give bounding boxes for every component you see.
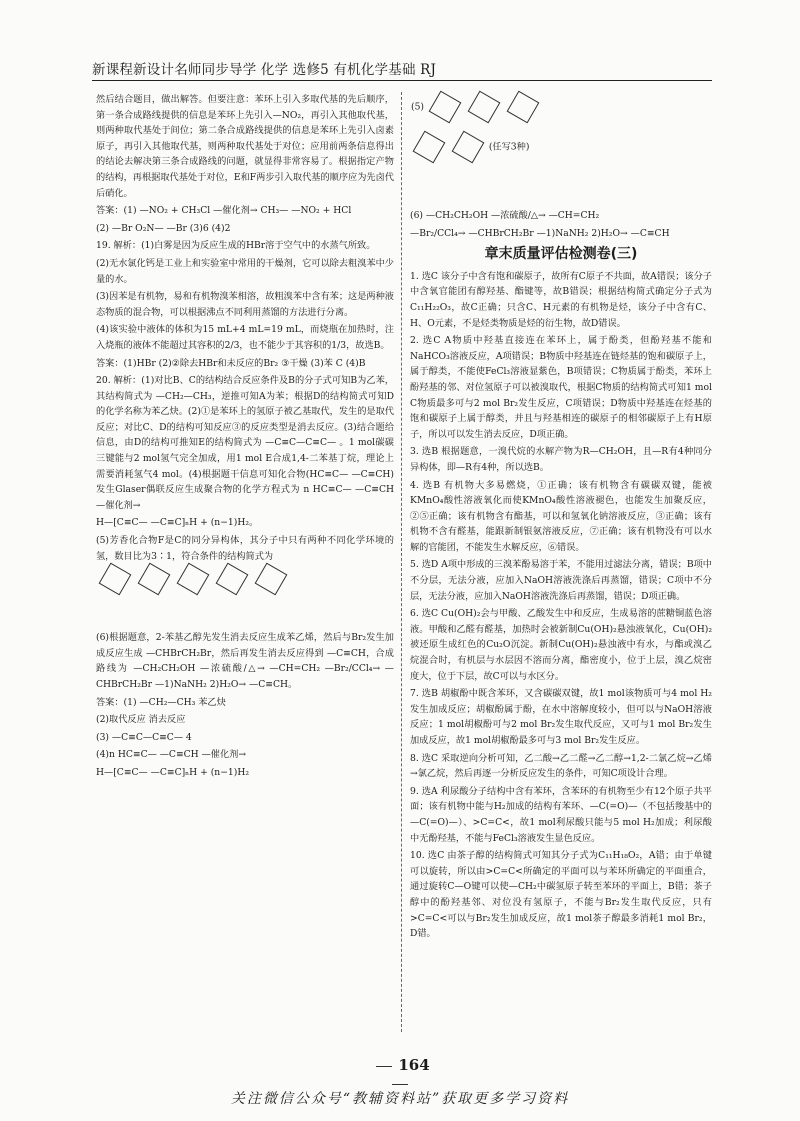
q19-part3: (3)因苯是有机物，易和有机物溴苯相溶，故粗溴苯中含有苯；这是两种液态物质的混合物，可以根据沸点不同利用蒸馏的方法进行分离。 (96, 291, 394, 318)
benzene-ring-icon (176, 563, 209, 596)
running-header: 新课程新设计名师同步导学 化学 选修5 有机化学基础 RJ (92, 62, 437, 78)
q20-answer-5: H—[C≡C— —C≡C]ₙH + (n−1)H₂ (96, 766, 250, 778)
q19-part2: (2)无水氯化钙是工业上和实验室中常用的干燥剂，它可以除去粗溴苯中少量的水。 (96, 257, 394, 285)
intro-paragraph: 然后结合题目，做出解答。但要注意：苯环上引入多取代基的先后顺序，第一条合成路线提供的信息是苯环上先引入—NO₂，再引入其他取代基，则两种取代基处于间位；第二条合成路线提供的信息是苯环上先引入卤素原子，再引入其他取代基，则两种取代基处于对位；应用前两条信息得出的结论去解决第三条合成路线的问题，就显得非常容易了。根据指定产物的结构，再根据取代基处于对位，E和F两步引入取代基的顺序应为先卤代后硝化。 (96, 94, 394, 199)
right-column (410, 92, 712, 944)
answer-10: 10. 选C 由茶子醇的结构简式可知其分子式为C₁₁H₁₈O₂，A错；由于单键可以旋转，所以由>C=C<所确定的平面可以与苯环所确定的平面重合，通过旋转C—O键可以使—CH₂中碳氢原子转至苯环的平面上，B错；茶子醇中的酚羟基邻、对位没有氢原子，不能与Br₂发生取代反应，只有>C=C<可以与Br₂发生加成反应，故1 mol茶子醇最多消耗1 mol Br₂，D错。 (410, 850, 712, 940)
q5-structures (410, 94, 712, 206)
left-column (96, 92, 394, 783)
q18-answer: 答案：(1) —NO₂ + CH₃Cl —催化剂→ CH₃— —NO₂ + HCl (96, 205, 352, 217)
q20-answer-2: (2)取代反应 消去反应 (96, 714, 186, 726)
q20-part5: (5)芳香化合物F是C的同分异构体，其分子中只有两种不同化学环境的氢，数目比为3∶1，符合条件的结构简式为 (96, 535, 394, 562)
answer-4: 4. 选B 有机物大多易燃烧，①正确；该有机物含有碳碳双键，能被KMnO₄酸性溶液氧化而使KMnO₄酸性溶液褪色，也能发生加聚反应，②⑤正确；该有机物含有酯基，可以和氢氧化钠溶液反应，③正确；该有机物不含有醛基，能跟新制银氨溶液反应，⑦正确；该有机物没有可以水解的官能团，不能发生水解反应，⑥错误。 (410, 479, 712, 553)
answer-2: 2. 选C A物质中羟基直接连在苯环上，属于酚类，但酚羟基不能和NaHCO₃溶液反应，A项错误；B物质中羟基连在链烃基的饱和碳原子上，属于醇类，不能使FeCl₃溶液显紫色，B项错误；C物质属于酚类，苯环上酚羟基的邻、对位氢原子可以被溴取代，根据C物质的结构简式可知1 mol C物质最多可与2 mol Br₂发生反应，C项错误；D物质中羟基连在烃基的饱和碳原子上属于醇类，并且与羟基相连的碳原子的相邻碳原子上有H原子，所以可以发生消去反应，D项正确。 (410, 335, 712, 440)
benzene-ring-icon (506, 91, 539, 124)
header-rule (92, 80, 712, 81)
benzene-ring-icon (138, 563, 171, 596)
q19-part4: (4)该实验中液体的体积为15 mL+4 mL=19 mL，而烧瓶在加热时，注入烧瓶的液体不能超过其容积的2/3，也不能少于其容积的1/3，故选B。 (96, 324, 394, 351)
q20-part6: (6)根据题意，2-苯基乙醇先发生消去反应生成苯乙烯，然后与Br₂发生加成反应生成 —CHBrCH₂Br，然后再发生消去反应得到 —C≡CH，合成路线为 —CH₂CH₂OH —浓硫酸/△→ —CH=CH₂ —Br₂/CCl₄→ —CHBrCH₂Br —1)NaNH₂ 2)H₂O→ —C≡CH。 (96, 632, 394, 690)
q5-label: (5) (411, 101, 425, 113)
q20-answer: 答案：(1) —CH₂—CH₃ 苯乙炔 (96, 696, 226, 708)
benzene-ring-icon (99, 563, 132, 596)
q6-route: (6) —CH₂CH₂OH —浓硫酸/△→ —CH=CH₂ (410, 210, 600, 221)
answer-5: 5. 选D A项中形成的三溴苯酚易溶于苯，不能用过滤法分离，错误；B项中不分层，无法分液，应加入NaOH溶液洗涤后再蒸馏，错误；C项中不分层，无法分液，应加入NaOH溶液洗涤后再蒸馏，错误；D项正确。 (410, 559, 712, 602)
benzene-ring-icon (254, 563, 287, 596)
benzene-ring-icon (215, 563, 248, 596)
q6-route-2: —Br₂/CCl₄→ —CHBrCH₂Br —1)NaNH₂ 2)H₂O→ —C≡CH (410, 227, 670, 239)
q19-title: 19. 解析：(1)白雾是因为反应生成的HBr溶于空气中的水蒸气所致。 (96, 240, 376, 252)
column-divider (401, 92, 402, 1032)
benzene-ring-icon (467, 91, 500, 124)
isomer-structures (96, 566, 394, 628)
benzene-ring-icon (452, 130, 485, 163)
benzene-ring-icon (429, 91, 462, 124)
answer-7: 7. 选B 胡椒酚中既含苯环，又含碳碳双键，故1 mol该物质可与4 mol H₂发生加成反应；胡椒酚属于酚，在水中溶解度较小，但可以与NaOH溶液反应；1 mol胡椒酚可与2 mol Br₂发生取代反应，又可与1 mol Br₂发生加成反应，故1 mol胡椒酚最多可与3 mol Br₂发生反应。 (410, 688, 712, 746)
answer-1: 1. 选C 该分子中含有饱和碳原子，故所有C原子不共面，故A错误；该分子中含氧官能团有醇羟基、酯键等，故B错误；根据结构简式确定分子式为C₁₁H₂₂O₃，故C正确；只含C、H元素的有机物是烃，该分子中含有C、H、O元素，不是烃类物质是烃的衍生物，故D错误。 (410, 270, 712, 329)
section-title: 章末质量评估检测卷(三) (484, 246, 638, 263)
q20-title: 20. 解析：(1)对比B、C的结构结合反应条件及B的分子式可知B为乙苯，其结构简式为 —CH₂—CH₃，逆推可知A为苯；根据D的结构简式可知D的化学名称为苯乙炔。(2)①是苯环上的氢原子被乙基取代，发生的是取代反应；对比C、D的结构可知反应③的反应类型是消去反应。(3)结合题给信息，由D的结构可推知E的结构简式为 —C≡C—C≡C— 。1 mol碳碳三键能与2 mol氢气完全加成，用1 mol E合成1,4-二苯基丁烷，理论上需要消耗氢气4 mol。(4)根据题干信息可知化合物(HC≡C— —C≡CH)发生Glaser偶联反应生成聚合物的化学方程式为 n HC≡C— —C≡CH —催化剂→ (96, 375, 394, 511)
footer-note: 关注微信公众号“教辅资料站”获取更多学习资料 (230, 1091, 570, 1107)
q20-answer-3: (3) —C≡C—C≡C— 4 (96, 731, 192, 743)
answer-3: 3. 选B 根据题意，一溴代烷的水解产物为R—CH₂OH，且—R有4种同分异构体，即—R有4种，所以选B。 (410, 446, 712, 473)
answer-6: 6. 选C Cu(OH)₂会与甲酸、乙酸发生中和反应，生成易溶的蔗糖铜蓝色溶液。甲酸和乙醛有醛基，加热时会被新制Cu(OH)₂悬浊液氧化，Cu(OH)₂被还原生成红色的Cu₂O沉淀。新制Cu(OH)₂悬浊液中有水，与酯或溴乙烷混合时，有机层与水层因不溶而分离，酯密度小，位于上层，溴乙烷密度大，位于下层，故C可以与水区分。 (410, 608, 712, 682)
q18-answer-2: (2) —Br O₂N— —Br (3)6 (4)2 (96, 222, 231, 234)
answer-9: 9. 选A 利尿酸分子结构中含有苯环，含苯环的有机物至少有12个原子共平面；该有机物中能与H₂加成的结构有苯环、—C(=O)—（不包括羧基中的—C(=O)—）、>C=C<，故1 mol利尿酸只能与5 mol H₂加成；利尿酸中无酚羟基，不能与FeCl₃溶液发生显色反应。 (410, 785, 712, 844)
q5-note: (任写3种) (488, 141, 530, 153)
q20-polymer: H—[C≡C— —C≡C]ₙH + (n−1)H₂。 (96, 517, 259, 529)
benzene-ring-icon (413, 130, 446, 163)
answer-8: 8. 选C 采取逆向分析可知，乙二酸→乙二醛→乙二醇→1,2-二氯乙烷→乙烯→氯乙烷，然后再逐一分析反应发生的条件，可知C项设计合理。 (410, 752, 712, 780)
page-number: 164 (360, 1056, 440, 1092)
q20-answer-4: (4)n HC≡C— —C≡CH —催化剂→ (96, 749, 247, 761)
q19-answer: 答案：(1)HBr (2)②除去HBr和未反应的Br₂ ③干燥 (3)苯 C (4)B (96, 357, 366, 369)
